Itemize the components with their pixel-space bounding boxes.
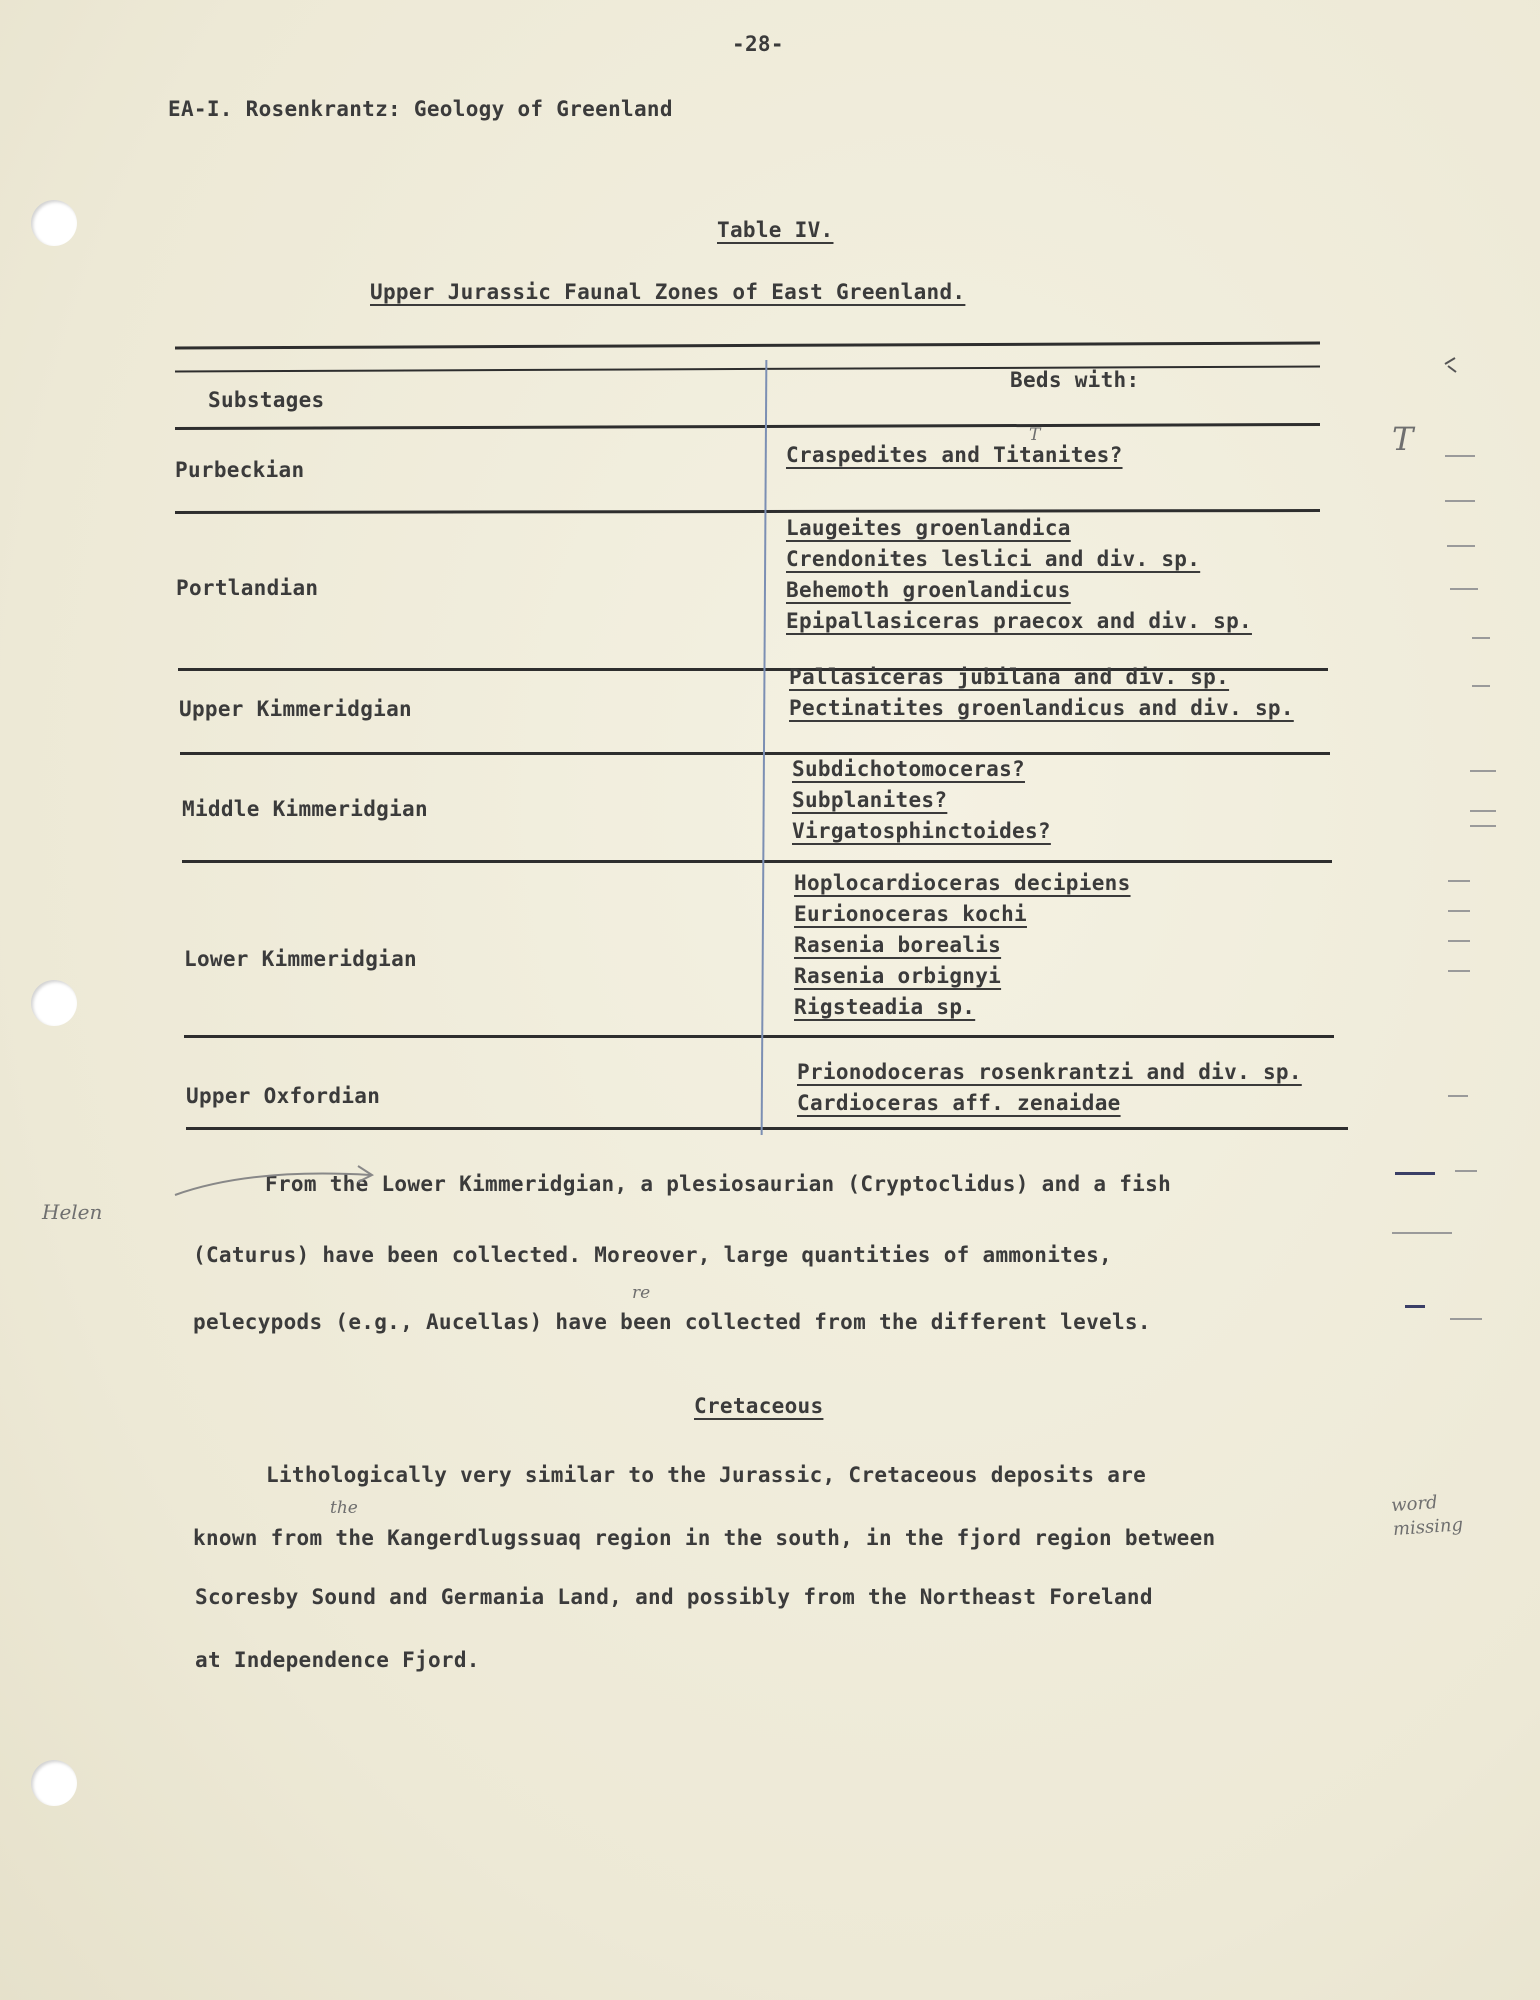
bed-taxon: Crendonites leslici and div. sp. [786, 547, 1201, 571]
beds-cell [797, 1057, 1302, 1119]
beds-cell [794, 868, 1131, 1023]
table-column-divider [761, 360, 768, 1135]
table-row-rule [175, 423, 1320, 430]
paragraph-line: From the Lower Kimmeridgian, a plesiosaurian (Cryptoclidus) and a fish [265, 1172, 1172, 1196]
insertion-the: the [330, 1498, 358, 1518]
paragraph-line: known from the Kangerdlugssuaq region in the south, in the fjord region between [193, 1526, 1216, 1550]
substage-cell: Upper Kimmeridgian [179, 697, 412, 721]
margin-mark [1470, 825, 1496, 827]
table-top-rule-2 [175, 366, 1320, 373]
punch-hole [31, 200, 77, 246]
margin-mark [1472, 637, 1490, 639]
bed-taxon: Rasenia borealis [794, 933, 1002, 957]
bed-taxon: Cardioceras aff. zenaidae [797, 1091, 1121, 1115]
substage-cell: Middle Kimmeridgian [182, 797, 428, 821]
margin-mark [1455, 1170, 1477, 1172]
paragraph-line: at Independence Fjord. [195, 1648, 480, 1672]
margin-mark [1448, 970, 1470, 972]
beds-cell [792, 754, 1051, 847]
beds-cell [786, 440, 1123, 471]
bed-taxon: Prionodoceras rosenkrantzi and div. sp. [797, 1060, 1302, 1084]
page-number: -28- [732, 32, 784, 56]
margin-note-helen: Helen [42, 1200, 103, 1224]
bed-taxon: Rasenia orbignyi [794, 964, 1002, 988]
bed-taxon: Pallasiceras jubilana and div. sp. [789, 665, 1230, 689]
bed-taxon: Craspedites and Titanites? [786, 443, 1123, 467]
margin-mark [1395, 1172, 1435, 1175]
beds-cell [786, 513, 1252, 637]
table-row-rule [182, 860, 1332, 863]
bed-taxon: Virgatosphinctoides? [792, 819, 1051, 843]
table-row-rule [180, 752, 1330, 755]
margin-mark [1448, 1095, 1468, 1097]
bed-taxon: Subplanites? [792, 788, 948, 812]
margin-mark [1448, 910, 1470, 912]
paragraph-line: (Caturus) have been collected. Moreover, large quantities of ammonites, [193, 1243, 1112, 1267]
punch-hole [31, 980, 77, 1026]
margin-mark [1450, 1318, 1482, 1320]
margin-mark [1450, 588, 1478, 590]
margin-mark [1445, 500, 1475, 502]
bed-taxon: Behemoth groenlandicus [786, 578, 1071, 602]
paragraph-line: pelecypods (e.g., Aucellas) have been collected from the different levels. [193, 1310, 1151, 1334]
margin-t: T [1392, 420, 1414, 458]
header-beds: Beds with: [1010, 368, 1140, 392]
margin-mark [1405, 1305, 1425, 1308]
bed-taxon: Laugeites groenlandica [786, 516, 1071, 540]
bed-taxon: Hoplocardioceras decipiens [794, 871, 1131, 895]
bed-taxon: Epipallasiceras praecox and div. sp. [786, 609, 1252, 633]
paragraph-line: Scoresby Sound and Germania Land, and possibly from the Northeast Foreland [195, 1585, 1153, 1609]
margin-mark [1448, 880, 1470, 882]
insertion-re: re [632, 1283, 651, 1303]
table-row-rule [184, 1035, 1334, 1038]
substage-cell: Upper Oxfordian [186, 1084, 381, 1108]
paragraph-line: Lithologically very similar to the Jurassic, Cretaceous deposits are [266, 1463, 1147, 1487]
margin-mark [1470, 810, 1496, 812]
beds-cell [789, 662, 1294, 724]
table-title: Upper Jurassic Faunal Zones of East Greenland. [370, 280, 966, 304]
margin-mark [1445, 455, 1475, 457]
table-number: Table IV. [717, 218, 834, 242]
margin-mark [1392, 1232, 1452, 1234]
bed-taxon: Eurionoceras kochi [794, 902, 1027, 926]
arrow-icon [170, 1160, 390, 1200]
margin-mark [1448, 940, 1470, 942]
bed-taxon: Rigsteadia sp. [794, 995, 976, 1019]
table-bottom-rule [186, 1127, 1348, 1130]
substage-cell: Lower Kimmeridgian [184, 947, 417, 971]
substage-cell: Portlandian [176, 576, 319, 600]
running-head: EA-I. Rosenkrantz: Geology of Greenland [168, 97, 673, 121]
table-top-rule [175, 342, 1320, 350]
margin-note-word-missing: word missing [1390, 1492, 1464, 1541]
margin-mark [1470, 770, 1496, 772]
section-heading: Cretaceous [694, 1394, 824, 1418]
margin-mark [1447, 545, 1475, 547]
bed-taxon: Subdichotomoceras? [792, 757, 1025, 781]
header-substages: Substages [208, 388, 325, 412]
margin-mark [1472, 685, 1490, 687]
bed-taxon: Pectinatites groenlandicus and div. sp. [789, 696, 1294, 720]
punch-hole [31, 1760, 77, 1806]
check-mark-icon [1400, 350, 1460, 410]
substage-cell: Purbeckian [175, 458, 305, 482]
insertion-t: T [1029, 425, 1041, 445]
